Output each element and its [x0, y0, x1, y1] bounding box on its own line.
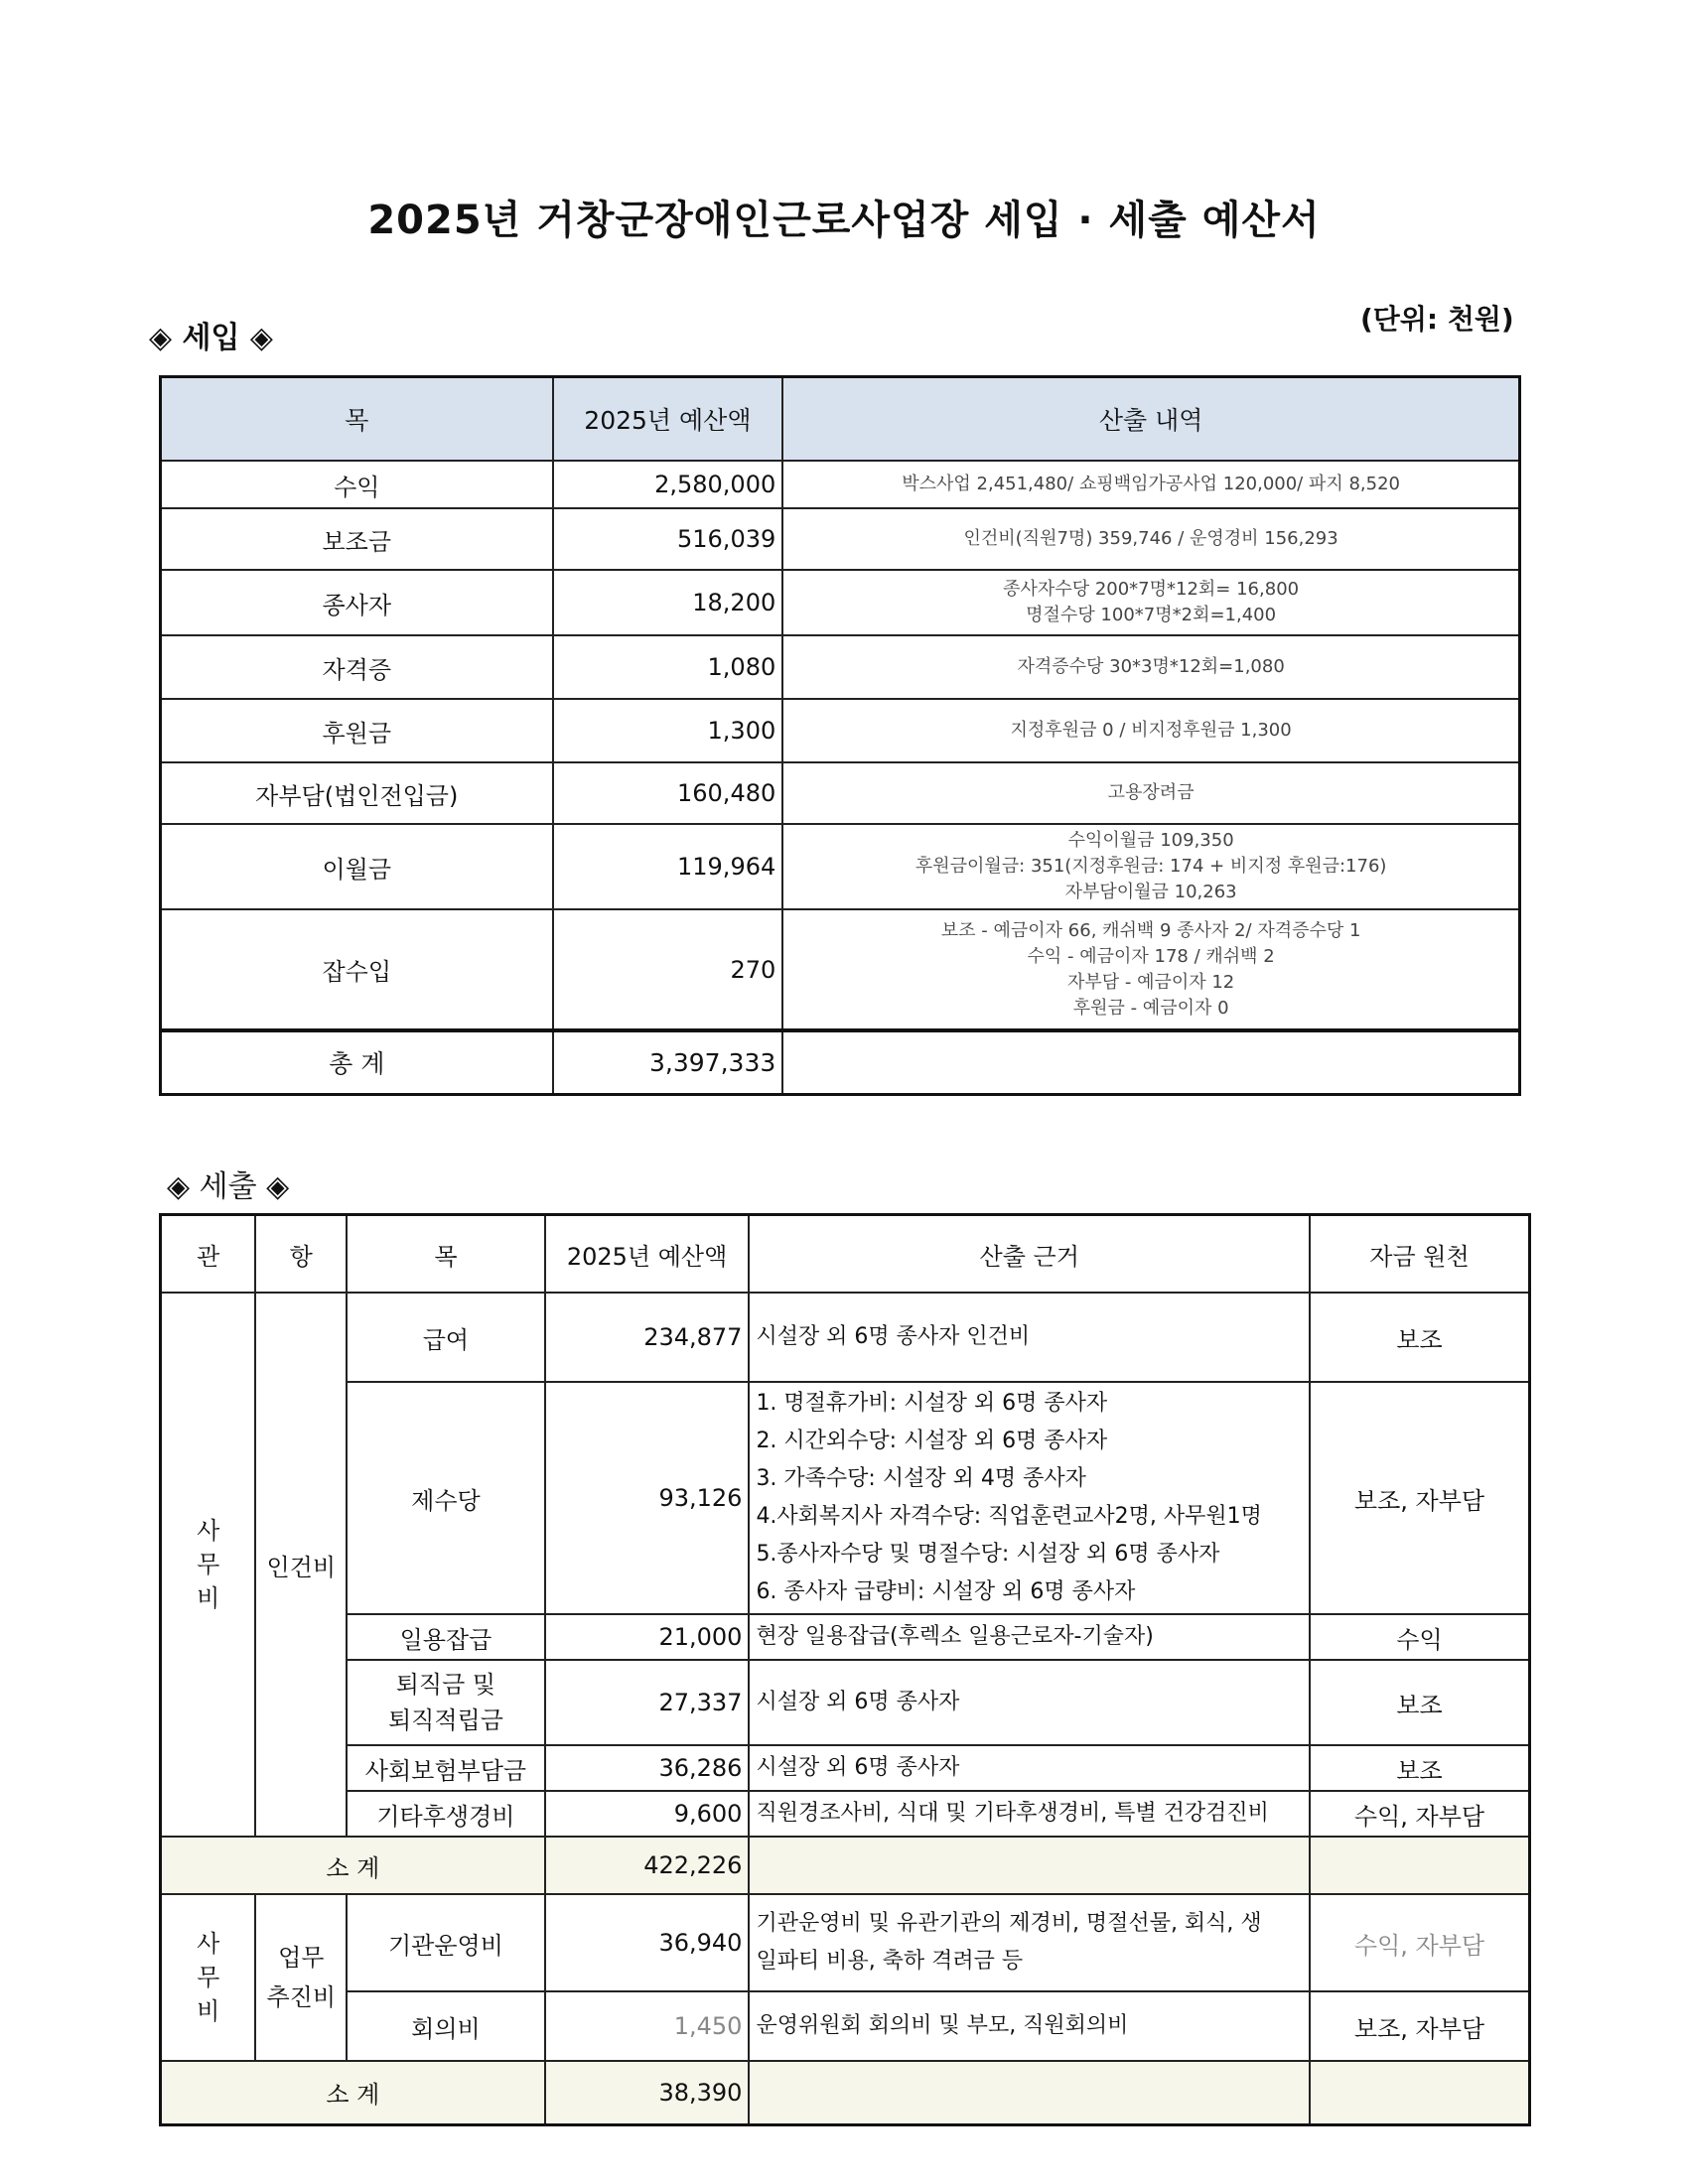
expense-row: [161, 1791, 1530, 1837]
income-detail-line: 보조 - 예금이자 66, 캐쉬백 9 종사자 2/ 자격증수당 1: [940, 919, 1361, 941]
income-item: 자격증: [161, 635, 553, 699]
income-row: [161, 699, 1520, 762]
expense-basis-line: 시설장 외 6명 종사자: [756, 1690, 960, 1714]
income-detail: [782, 508, 1519, 570]
expense-source: 보조, 자부담: [1310, 1382, 1530, 1614]
income-amount: 18,200: [553, 570, 783, 635]
expense-basis-line: 6. 종사자 급량비: 시설장 외 6명 종사자: [756, 1579, 1136, 1604]
income-detail-line: 박스사업 2,451,480/ 쇼핑백임가공사업 120,000/ 파지 8,520: [902, 474, 1400, 494]
income-amount: 1,300: [553, 699, 783, 762]
income-detail-line: 지정후원금 0 / 비지정후원금 1,300: [1010, 720, 1292, 741]
expense-mok-line: 퇴직금 및: [395, 1671, 496, 1699]
expense-subtotal-basis: [749, 2061, 1310, 2124]
expense-amount: 234,877: [545, 1293, 750, 1382]
expense-amount: 27,337: [545, 1660, 750, 1745]
expense-basis: [749, 1614, 1310, 1660]
expense-header-source: 자금 원천: [1310, 1215, 1530, 1294]
income-detail-line: 자부담이월금 10,263: [1064, 882, 1237, 902]
expense-header-budget: 2025년 예산액: [545, 1215, 750, 1294]
expense-basis-line: 일파티 비용, 축하 격려금 등: [756, 1949, 1024, 1974]
expense-basis-line: 4.사회복지사 자격수당: 직업훈련교사2명, 사무원1명: [756, 1504, 1262, 1529]
expense-section-label: ◈ 세출 ◈: [167, 1169, 290, 1204]
income-item: 후원금: [161, 699, 553, 762]
expense-row: [161, 1745, 1530, 1791]
income-detail-line: 자부담 - 예금이자 12: [1066, 971, 1235, 993]
expense-amount: 21,000: [545, 1614, 750, 1660]
income-detail: [782, 461, 1519, 508]
income-detail: [782, 762, 1519, 824]
expense-subtotal-source: [1310, 1837, 1530, 1894]
income-amount: 270: [553, 909, 783, 1030]
expense-subtotal-amount: 422,226: [545, 1837, 750, 1894]
expense-header-hang: 항: [255, 1215, 347, 1294]
income-item: 잡수입: [161, 909, 553, 1030]
expense-subtotal-source: [1310, 2061, 1530, 2124]
expense-hang-line: 추진비: [266, 1983, 337, 2011]
income-total-amount: 3,397,333: [553, 1030, 783, 1094]
income-detail-line: 수익 - 예금이자 178 / 캐쉬백 2: [1027, 945, 1275, 967]
income-amount: 119,964: [553, 824, 783, 909]
income-item: 수익: [161, 461, 553, 508]
expense-subtotal-label: 소 계: [161, 1837, 545, 1894]
income-row: [161, 635, 1520, 699]
income-detail: [782, 570, 1519, 635]
expense-basis-line: 직원경조사비, 식대 및 기타후생경비, 특별 건강검진비: [756, 1801, 1269, 1826]
income-amount: 1,080: [553, 635, 783, 699]
expense-amount: 36,286: [545, 1745, 750, 1791]
expense-row: [161, 1991, 1530, 2061]
income-row: [161, 508, 1520, 570]
expense-amount: 1,450: [545, 1991, 750, 2061]
income-detail-line: 인건비(직원7명) 359,746 / 운영경비 156,293: [963, 528, 1338, 549]
expense-basis: [749, 1894, 1310, 1991]
income-detail-line: 고용장려금: [1107, 782, 1195, 803]
income-table: [159, 375, 1521, 1096]
income-detail: [782, 635, 1519, 699]
income-row: [161, 461, 1520, 508]
expense-basis-line: 현장 일용잡급(후렉소 일용근로자-기술자): [756, 1624, 1154, 1649]
income-detail-line: 자격증수당 30*3명*12회=1,080: [1017, 656, 1285, 677]
income-detail: [782, 909, 1519, 1030]
expense-row: [161, 1894, 1530, 1991]
expense-gwan: [161, 1894, 256, 2061]
expense-hang-line: 업무: [278, 1944, 325, 1972]
expense-mok: 기타후생경비: [347, 1791, 545, 1837]
income-detail: [782, 824, 1519, 909]
expense-basis-line: 3. 가족수당: 시설장 외 4명 종사자: [756, 1466, 1086, 1491]
expense-hang: 인건비: [255, 1293, 347, 1837]
income-item: 보조금: [161, 508, 553, 570]
income-header-item: 목: [161, 377, 553, 462]
income-header-row: [161, 377, 1520, 462]
expense-row: [161, 1614, 1530, 1660]
expense-gwan-char: 사: [197, 1930, 220, 1958]
expense-mok: 회의비: [347, 1991, 545, 2061]
income-item: 이월금: [161, 824, 553, 909]
expense-basis: [749, 1660, 1310, 1745]
income-total-row: [161, 1030, 1520, 1094]
income-item: 자부담(법인전입금): [161, 762, 553, 824]
expense-basis: [749, 1293, 1310, 1382]
expense-basis-line: 운영위원회 회의비 및 부모, 직원회의비: [756, 2013, 1129, 2038]
expense-gwan: [161, 1293, 256, 1837]
expense-row: [161, 1660, 1530, 1745]
expense-subtotal-row: [161, 2061, 1530, 2124]
expense-amount: 93,126: [545, 1382, 750, 1614]
expense-gwan-char: 비: [197, 1997, 220, 2025]
income-section-label: ◈ 세입 ◈: [149, 321, 273, 355]
expense-mok: 일용잡급: [347, 1614, 545, 1660]
income-detail: [782, 699, 1519, 762]
expense-amount: 36,940: [545, 1894, 750, 1991]
income-amount: 2,580,000: [553, 461, 783, 508]
expense-gwan-char: 비: [197, 1584, 220, 1612]
expense-subtotal-amount: 38,390: [545, 2061, 750, 2124]
income-total-label: 총 계: [161, 1030, 553, 1094]
expense-hang: [255, 1894, 347, 2061]
expense-mok: 사회보험부담금: [347, 1745, 545, 1791]
expense-row: [161, 1382, 1530, 1614]
income-amount: 516,039: [553, 508, 783, 570]
expense-source: 수익, 자부담: [1310, 1791, 1530, 1837]
expense-header-gwan: 관: [161, 1215, 256, 1294]
expense-row: [161, 1293, 1530, 1382]
expense-basis-line: 1. 명절휴가비: 시설장 외 6명 종사자: [756, 1391, 1108, 1416]
income-row: [161, 824, 1520, 909]
expense-amount: 9,600: [545, 1791, 750, 1837]
expense-basis-line: 시설장 외 6명 종사자 인건비: [756, 1324, 1031, 1349]
income-amount: 160,480: [553, 762, 783, 824]
expense-gwan-char: 무: [197, 1551, 220, 1578]
income-detail-line: 후원금이월금: 351(지정후원금: 174 + 비지정 후원금:176): [914, 856, 1387, 877]
expense-source: 보조: [1310, 1745, 1530, 1791]
income-row: [161, 570, 1520, 635]
expense-source: 수익, 자부담: [1310, 1894, 1530, 1991]
expense-source: 보조, 자부담: [1310, 1991, 1530, 2061]
income-detail-line: 수익이월금 109,350: [1067, 830, 1234, 851]
expense-header-mok: 목: [347, 1215, 545, 1294]
income-header-detail: 산출 내역: [782, 377, 1519, 462]
expense-header-basis: 산출 근거: [749, 1215, 1310, 1294]
expense-source: 보조: [1310, 1293, 1530, 1382]
expense-mok: [347, 1660, 545, 1745]
income-detail-line: 후원금 - 예금이자 0: [1072, 997, 1229, 1019]
expense-gwan-char: 사: [197, 1517, 220, 1545]
income-row: [161, 762, 1520, 824]
expense-mok: 제수당: [347, 1382, 545, 1614]
income-item: 종사자: [161, 570, 553, 635]
expense-basis: [749, 1791, 1310, 1837]
expense-basis-line: 2. 시간외수당: 시설장 외 6명 종사자: [756, 1429, 1108, 1453]
income-row: [161, 909, 1520, 1030]
income-header-budget: 2025년 예산액: [553, 377, 783, 462]
expense-basis-line: 기관운영비 및 유관기관의 제경비, 명절선물, 회식, 생: [756, 1911, 1262, 1936]
income-detail-line: 명절수당 100*7명*2회=1,400: [1026, 605, 1277, 625]
expense-subtotal-label: 소 계: [161, 2061, 545, 2124]
expense-mok: 급여: [347, 1293, 545, 1382]
expense-source: 보조: [1310, 1660, 1530, 1745]
expense-subtotal-row: [161, 1837, 1530, 1894]
expense-basis: [749, 1382, 1310, 1614]
income-detail-line: 종사자수당 200*7명*12회= 16,800: [1003, 579, 1300, 600]
expense-basis-line: 시설장 외 6명 종사자: [756, 1755, 960, 1780]
page-title: 2025년 거창군장애인근로사업장 세입 · 세출 예산서: [367, 198, 1321, 243]
expense-basis: [749, 1991, 1310, 2061]
unit-label: (단위: 천원): [1360, 303, 1514, 336]
expense-gwan-char: 무: [197, 1964, 220, 1991]
expense-table: [159, 1213, 1531, 2126]
expense-header-row: [161, 1215, 1530, 1294]
expense-basis-line: 5.종사자수당 및 명절수당: 시설장 외 6명 종사자: [756, 1542, 1220, 1567]
expense-source: 수익: [1310, 1614, 1530, 1660]
expense-subtotal-basis: [749, 1837, 1310, 1894]
expense-mok-line: 퇴직적립금: [387, 1706, 503, 1734]
expense-basis: [749, 1745, 1310, 1791]
income-total-detail: [782, 1030, 1519, 1094]
expense-mok: 기관운영비: [347, 1894, 545, 1991]
